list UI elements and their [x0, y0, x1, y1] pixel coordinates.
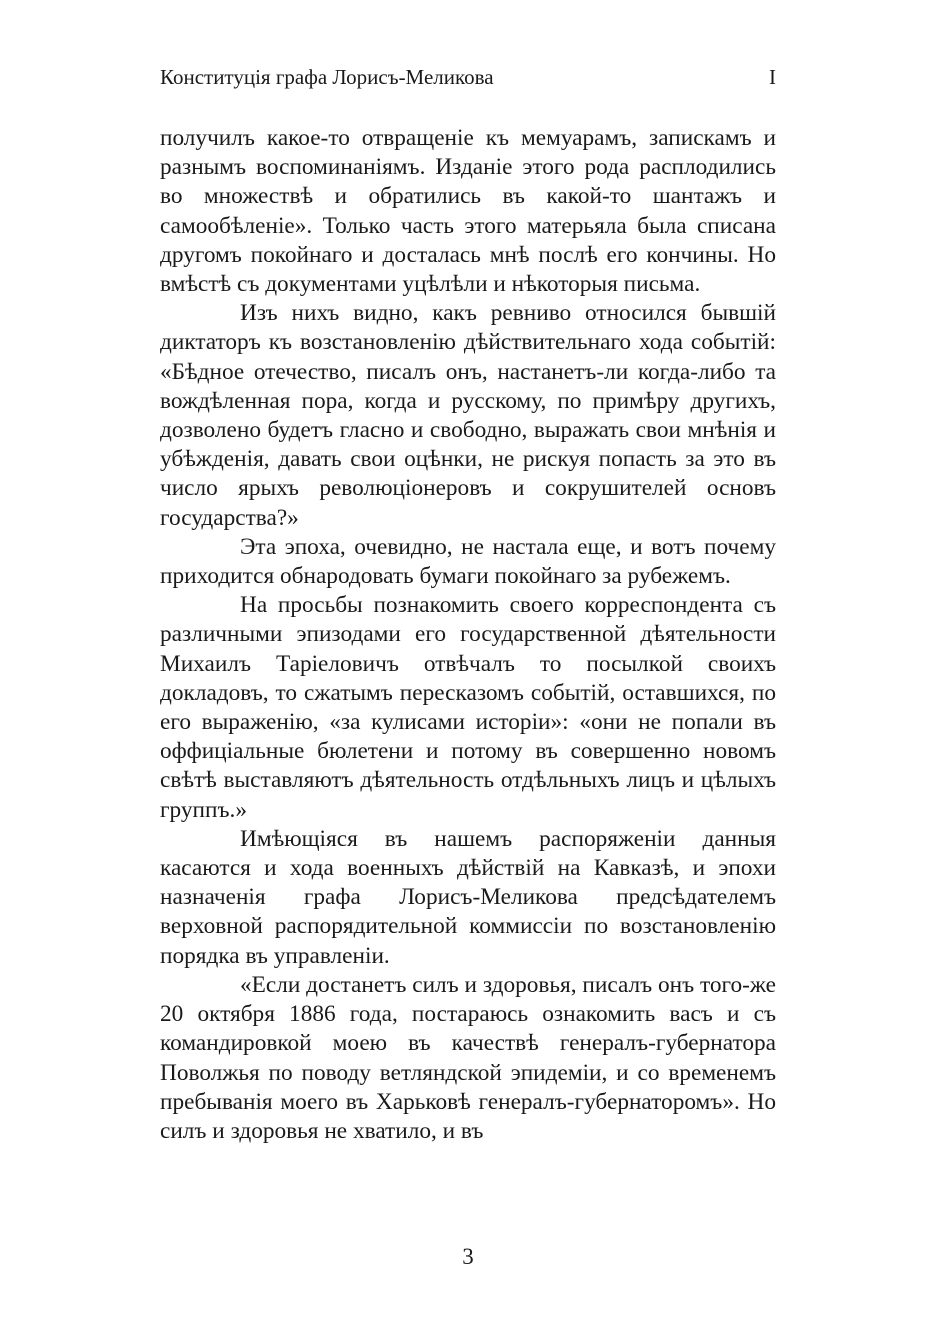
- body-text: [160, 124, 776, 1146]
- paragraph-1: получилъ какое-то отвращеніе къ мемуарамъ, запискамъ и разнымъ воспоминаніямъ. Изданіе этого рода расплодились во множествѣ и обратились въ какой-то шантажъ и самообѣленіе». Только часть этого матерьяла была списана другомъ покойнаго и досталась мнѣ послѣ его кончины. Но вмѣстѣ съ документами уцѣлѣли и нѣкоторыя письма.: [160, 125, 776, 298]
- running-header-section-number: I: [769, 65, 776, 89]
- running-header: [160, 62, 776, 92]
- page-number: 3: [462, 1244, 474, 1269]
- paragraph-2: Изъ нихъ видно, какъ ревниво относился бывшій диктаторъ къ возстановленію дѣйствительнаго хода событій: «Бѣдное отечество, писалъ онъ, настанетъ-ли когда-либо та вождѣленная пора, когда и русскому, по примѣру другихъ, дозволено будетъ гласно и свободно, выражать свои мнѣнія и убѣжденія, давать свои оцѣнки, не рискуя попасть за это въ число ярыхъ революціонеровъ и сокрушителей основъ государства?»: [160, 300, 776, 531]
- paragraph-3: Эта эпоха, очевидно, не настала еще, и вотъ почему приходится обнародовать бумаги покойнаго за рубежемъ.: [160, 533, 776, 590]
- paragraph-4: На просьбы познакомить своего корреспондента съ различными эпизодами его государственной дѣятельности Михаилъ Таріеловичъ отвѣчалъ то посылкой своихъ докладовъ, то сжатымъ пересказомъ событій, оставшихся, по его выраженію, «за кулисами исторіи»: «они не попали въ оффиціальные бюлетени и потому въ совершенно новомъ свѣтѣ выставляютъ дѣятельность отдѣльныхъ лицъ и цѣлыхъ группъ.»: [160, 592, 776, 823]
- paragraph-6: «Если достанетъ силъ и здоровья, писалъ онъ того-же 20 октября 1886 года, постараюсь ознакомить васъ и съ командировкой моею въ качествѣ генералъ-губернатора Поволжья по поводу ветляндской эпидеміи, и со временемъ пребыванія моего въ Харьковѣ генералъ-губернаторомъ». Но силъ и здоровья не хватило, и въ: [160, 971, 777, 1144]
- paragraph-5: Имѣющіяся въ нашемъ распоряженіи данныя касаются и хода военныхъ дѣйствій на Кавказѣ, и эпохи назначенія графа Лорисъ-Меликова предсѣдателемъ верховной распорядительной коммиссіи по возстановленію порядка въ управленіи.: [160, 825, 776, 969]
- running-header-title: Конституція графа Лорисъ-Меликова: [160, 65, 494, 89]
